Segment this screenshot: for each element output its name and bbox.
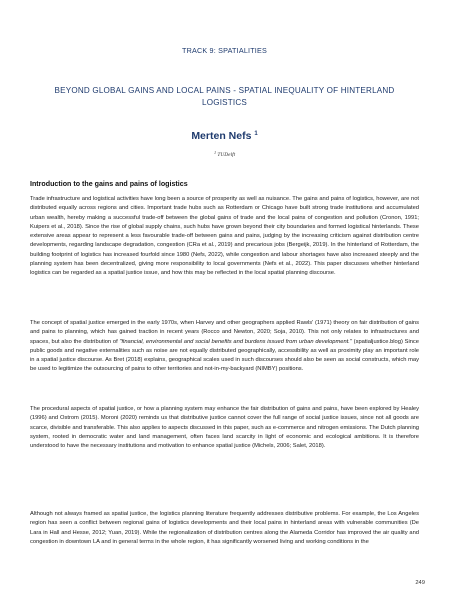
paragraph-1: Trade infrastructure and logistical activities have long been a source of prosperity as well as nuisance. The gains and pains of logistics, however, are not distributed equally across regions and cities. Important trade hubs such as Rotterdam or Chicago have built strong trade institutions and accumulated urban wealth, hereby making a successful trade-off between the global gains of trade and the local pains of congestion and pollution (Cronon, 1991; Kuipers et al., 2018). Since the rise of global supply chains, such hubs have grown beyond their city boundaries and formed logistical hinterlands. These extensive areas appear to represent a less favourable trade-off between gains and pains, judging by the increasing criticism against distribution centre developments, regarding landscape degradation, congestion (CRa et al., 2019) and precarious jobs (Bergeijk, 2019). In the hinterland of Rotterdam, the building footprint of logistics has increased fourfold since 1980 (Nefs, 2022), while congestion and labour shortages have also increased steeply and the planning system has been decentralized, giving more responsibility to local governments (Nefs et al., 2022). This paper discusses whether hinterland logistics can be regarded as a spatial justice issue, and how this may be reflected in the local spatial planning discourse. xyxy=(30,196,419,277)
affiliation-marker: 1 xyxy=(213,150,217,155)
section-heading: Introduction to the gains and pains of logistics xyxy=(30,180,188,188)
paragraph-3: The procedural aspects of spatial justice, or how a planning system may enhance the fair distribution of gains and pains, have been explored by Healey (1996) and Ostrom (2015). Moroni (2020) reminds us that distributive justice cannot cover the full range of social justice issues, since not all goods are scarce, divisible and transferable. This also applies to aspects discussed in this paper, such as e-commerce and nitrogen emissions. The Dutch planning system, rooted in democratic water and land management, often faces land scarcity in light of economic and ecological ambitions. It is therefore understood to have the necessary institutions and motivation to enhance spatial justice (Michels, 2006; Salet, 2018). xyxy=(30,406,419,450)
track-header: TRACK 9: SPATIALITIES xyxy=(181,46,267,55)
paragraph-4: Although not always framed as spatial justice, the logistics planning literature frequently addresses distributive problems. For example, the Los Angeles region has seen a conflict between regional gains of logistics developments and their local pains in hinterland areas with vulnerable communities (De Lara in Hall and Hesse, 2012; Yuan, 2019). While the regionalization of distribution centres along the Alameda Corridor has improved the air quality and congestion in downtown LA and in general terms in the whole region, it has significantly worsened living and working conditions in the xyxy=(30,511,419,545)
page-number: 249 xyxy=(415,580,425,586)
affiliation-line xyxy=(0,150,449,158)
author-line xyxy=(0,130,449,142)
author-marker: 1 xyxy=(254,131,258,137)
paragraph-2-part-b: (spatialjustice.blog) Since public goods and negative externalities such as noise are not equally distributed geographically, accessibility as well as proximity play an important role in a spatial justice discourse. As Bret (2018) explains, geographical scales used in such discourses should also be seen as social constructs, which may be used to legitimize the outsourcing of pains to other territories and not-in-my-backyard (NIMBY) positions. xyxy=(30,338,419,373)
author-name: Merten Nefs xyxy=(191,130,252,142)
paragraph-2-quote: "financial, environmental and social benefits and burdens issued from urban development." xyxy=(119,338,352,345)
paragraph-2 xyxy=(30,319,419,375)
affiliation-text: TUDelft xyxy=(217,152,236,158)
paper-title: BEYOND GLOBAL GAINS AND LOCAL PAINS - SPATIAL INEQUALITY OF HINTERLAND LOGISTICS xyxy=(54,86,395,107)
paragraph-2-part-a: The concept of spatial justice emerged in the early 1970s, when Harvey and other geographers applied Rawls' (1971) theory on fair distribution of gains and pains to planning, which has gained traction in recent years (Rocco and Newton, 2020; Soja, 2010). This not only relates to infrastructures and spaces, but also the distribution of xyxy=(30,320,419,345)
